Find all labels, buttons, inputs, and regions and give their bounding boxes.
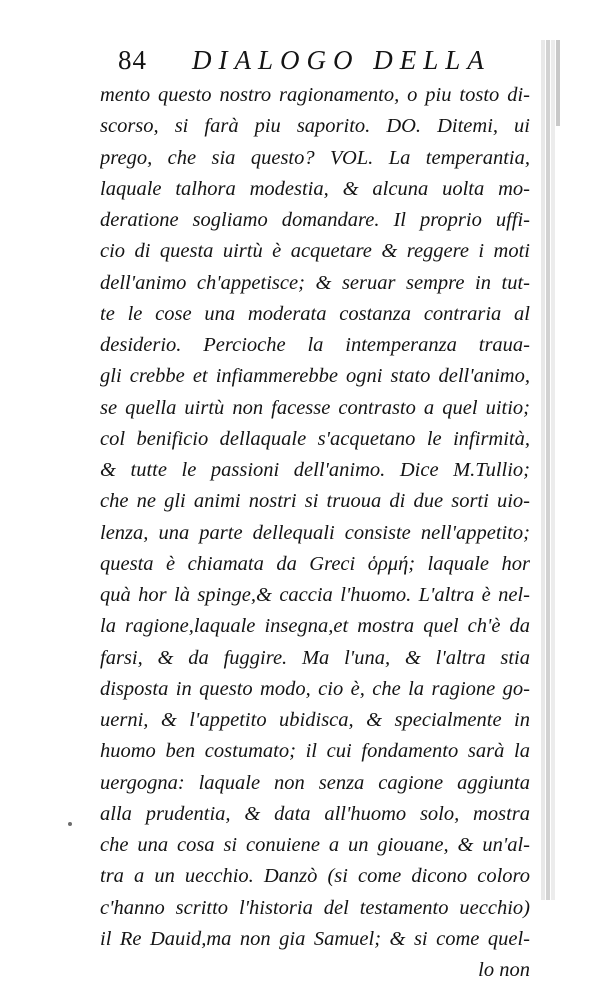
text-line: se quella uirtù non facesse contrasto a quel uitio; [100, 396, 530, 419]
text-line: col benificio dellaquale s'acquetano le infirmità, [100, 427, 530, 450]
text-line: prego, che sia questo? VOL. La temperantia, [100, 146, 530, 169]
text-line: desiderio. Percioche la intemperanza traua- [100, 334, 530, 356]
running-title: DIALOGO DELLA [192, 45, 491, 75]
text-line: lo non [478, 959, 530, 981]
text-line: & tutte le passioni dell'animo. Dice M.Tullio; [100, 459, 530, 481]
text-line: disposta in questo modo, cio è, che la ragione go- [100, 677, 530, 700]
text-line: laquale talhora modestia, & alcuna uolta mo- [100, 177, 530, 200]
text-line: uerni, & l'appetito ubidisca, & specialmente in [100, 709, 530, 731]
page-header [100, 41, 545, 81]
text-line: che ne gli animi nostri si truoua di due sorti uio- [100, 490, 530, 513]
text-line: questa è chiamata da Greci ὁρμή; laquale hor [100, 552, 530, 575]
text-line: la ragione,laquale insegna,et mostra quel ch'è da [100, 615, 530, 638]
text-line: cio di questa uirtù è acquetare & reggere i moti [100, 240, 530, 263]
text-line: uergogna: laquale non senza cagione aggiunta [100, 771, 530, 794]
text-line: farsi, & da fuggire. Ma l'una, & l'altra stia [100, 646, 530, 669]
ink-speck [68, 822, 72, 826]
text-line: alla prudentia, & data all'huomo solo, mostra [100, 802, 530, 825]
text-line: scorso, si farà piu saporito. DO. Ditemi, ui [100, 115, 530, 138]
text-line: c'hanno scritto l'historia del testamento uecchio) [100, 896, 530, 919]
page-edge-shadow [541, 40, 563, 900]
text-line: dell'animo ch'appetisce; & seruar sempre in tut- [100, 271, 530, 294]
text-line: lenza, una parte dellequali consiste nell'appetito; [100, 521, 530, 544]
text-line: deratione sogliamo domandare. Il proprio uffi- [100, 209, 530, 231]
text-line: huomo ben costumato; il cui fondamento sarà la [100, 740, 530, 763]
text-line: mento questo nostro ragionamento, o piu tosto di- [100, 84, 530, 106]
text-line: quà hor là spinge,& caccia l'huomo. L'altra è nel- [100, 584, 530, 606]
text-line: tra a un uecchio. Danzò (si come dicono coloro [100, 865, 530, 888]
text-line: il Re Dauid,ma non gia Samuel; & si come quel- [100, 927, 530, 950]
text-line: che una cosa si conuiene a un giouane, & un'al- [100, 834, 530, 856]
text-line: gli crebbe et infiammerebbe ogni stato dell'animo, [100, 365, 530, 388]
page-number: 84 [118, 45, 147, 75]
text-line: te le cose una moderata costanza contraria al [100, 302, 530, 325]
body-text [100, 80, 530, 986]
